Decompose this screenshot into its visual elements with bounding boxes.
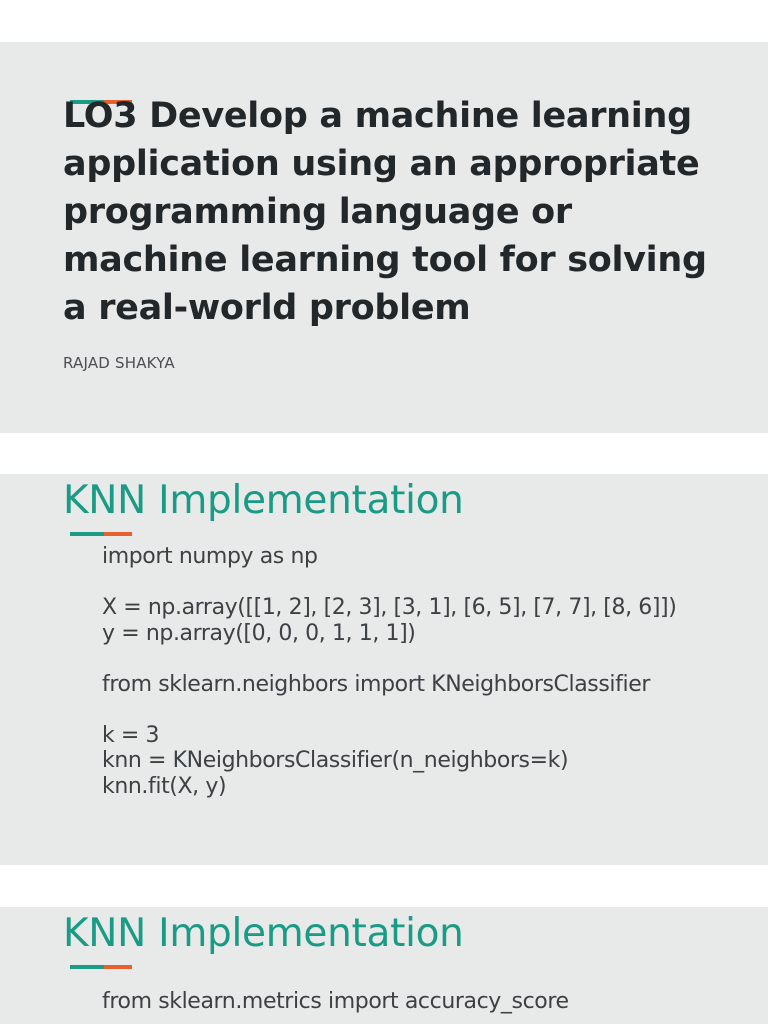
title-slide (0, 42, 768, 433)
code-block (102, 989, 569, 1015)
accent-line-teal (70, 965, 104, 969)
code-line-blank (102, 646, 676, 672)
accent-line-orange (104, 965, 132, 969)
code-line: y = np.array([0, 0, 0, 1, 1, 1]) (102, 620, 416, 646)
code-line: import numpy as np (102, 544, 318, 569)
code-line: from sklearn.metrics import accuracy_score (102, 989, 569, 1014)
code-slide-2 (0, 907, 768, 1024)
author-name: RAJAD SHAKYA (63, 354, 175, 372)
code-line-blank (102, 570, 676, 596)
slide-heading: KNN Implementation (63, 911, 464, 956)
slide-heading: KNN Implementation (63, 478, 464, 523)
code-line: from sklearn.neighbors import KNeighborsClassifier (102, 671, 650, 697)
accent-line-teal (70, 532, 104, 536)
code-line: knn = KNeighborsClassifier(n_neighbors=k) (102, 748, 569, 773)
code-block (102, 544, 676, 799)
slide-title: LO3 Develop a machine learning application using an appropriate programming language or machine learning tool for solving a real-world problem (63, 96, 707, 328)
code-line: X = np.array([[1, 2], [2, 3], [3, 1], [6, 5], [7, 7], [8, 6]]) (102, 595, 677, 620)
accent-line-orange (104, 532, 132, 536)
code-line-blank (102, 697, 676, 723)
code-slide-1 (0, 474, 768, 865)
code-line: k = 3 (102, 722, 160, 748)
code-line: knn.fit(X, y) (102, 773, 227, 799)
